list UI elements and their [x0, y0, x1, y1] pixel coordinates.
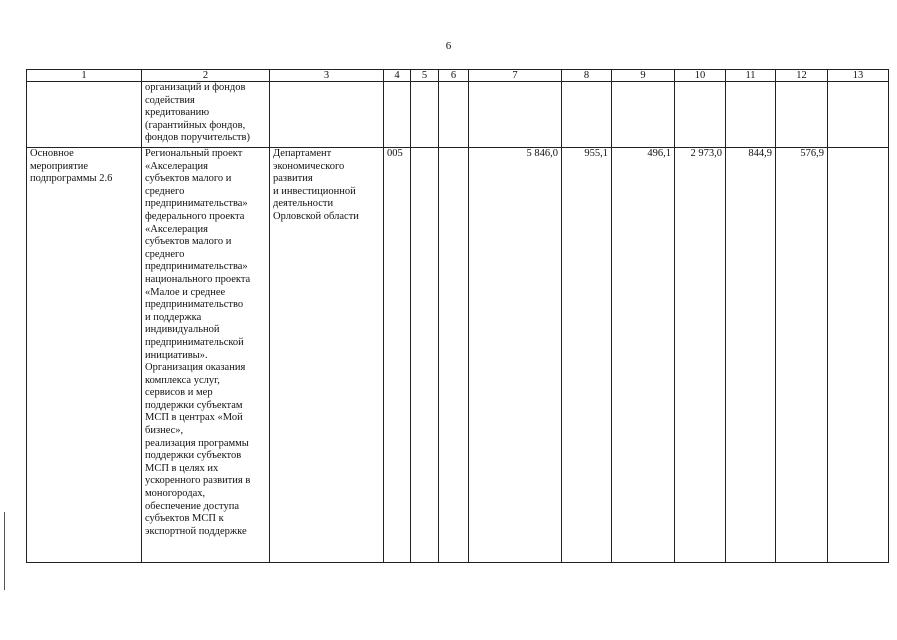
code-cell: 005	[384, 148, 411, 563]
table-cell-description: организаций и фондов содействия кредитованию (гарантийных фондов, фондов поручительств)	[142, 82, 270, 148]
activity-name-cell: Основное мероприятие подпрограммы 2.6	[27, 148, 142, 563]
amount-cell: 955,1	[562, 148, 612, 563]
column-header: 12	[776, 70, 828, 82]
table-cell	[726, 82, 776, 148]
column-header: 6	[439, 70, 469, 82]
table-cell	[562, 82, 612, 148]
table-cell	[411, 82, 439, 148]
amount-cell: 2 973,0	[675, 148, 726, 563]
budget-table	[26, 69, 889, 563]
column-header: 3	[270, 70, 384, 82]
amount-cell	[828, 148, 889, 563]
table-cell	[675, 82, 726, 148]
column-header: 5	[411, 70, 439, 82]
scan-edge-mark	[4, 512, 5, 590]
table-row-continuation	[27, 82, 889, 148]
table-header-row	[27, 70, 889, 82]
table-cell	[776, 82, 828, 148]
column-header: 4	[384, 70, 411, 82]
responsible-executor-cell: Департамент экономического развития и инвестиционной деятельности Орловской области	[270, 148, 384, 563]
amount-cell: 496,1	[612, 148, 675, 563]
table-cell	[439, 82, 469, 148]
column-header: 10	[675, 70, 726, 82]
total-amount-cell: 5 846,0	[469, 148, 562, 563]
column-header: 7	[469, 70, 562, 82]
table-cell	[27, 82, 142, 148]
column-header: 1	[27, 70, 142, 82]
table-cell	[439, 148, 469, 563]
table-cell	[612, 82, 675, 148]
table-cell	[469, 82, 562, 148]
amount-cell: 844,9	[726, 148, 776, 563]
activity-description-cell: Региональный проект «Акселерация субъектов малого и среднего предпринимательства» федерального проекта «Акселерация субъектов малого и среднего предпринимательства» национального проекта «Малое и среднее предпринимательство и поддержка индивидуальной предпринимательской инициативы». Организация оказания комплекса услуг, сервисов и мер поддержки субъектам МСП в центрах «Мой бизнес», реализация программы поддержки субъектов МСП в целях их ускоренного развития в моногородах, обеспечение доступа субъектов МСП к экспортной поддержке	[142, 148, 270, 563]
table-row-main-activity	[27, 148, 889, 563]
column-header: 2	[142, 70, 270, 82]
amount-cell: 576,9	[776, 148, 828, 563]
column-header: 13	[828, 70, 889, 82]
column-header: 11	[726, 70, 776, 82]
table-cell	[828, 82, 889, 148]
page-number: 6	[445, 40, 452, 52]
table-cell	[411, 148, 439, 563]
table-cell	[270, 82, 384, 148]
column-header: 9	[612, 70, 675, 82]
column-header: 8	[562, 70, 612, 82]
table-cell	[384, 82, 411, 148]
